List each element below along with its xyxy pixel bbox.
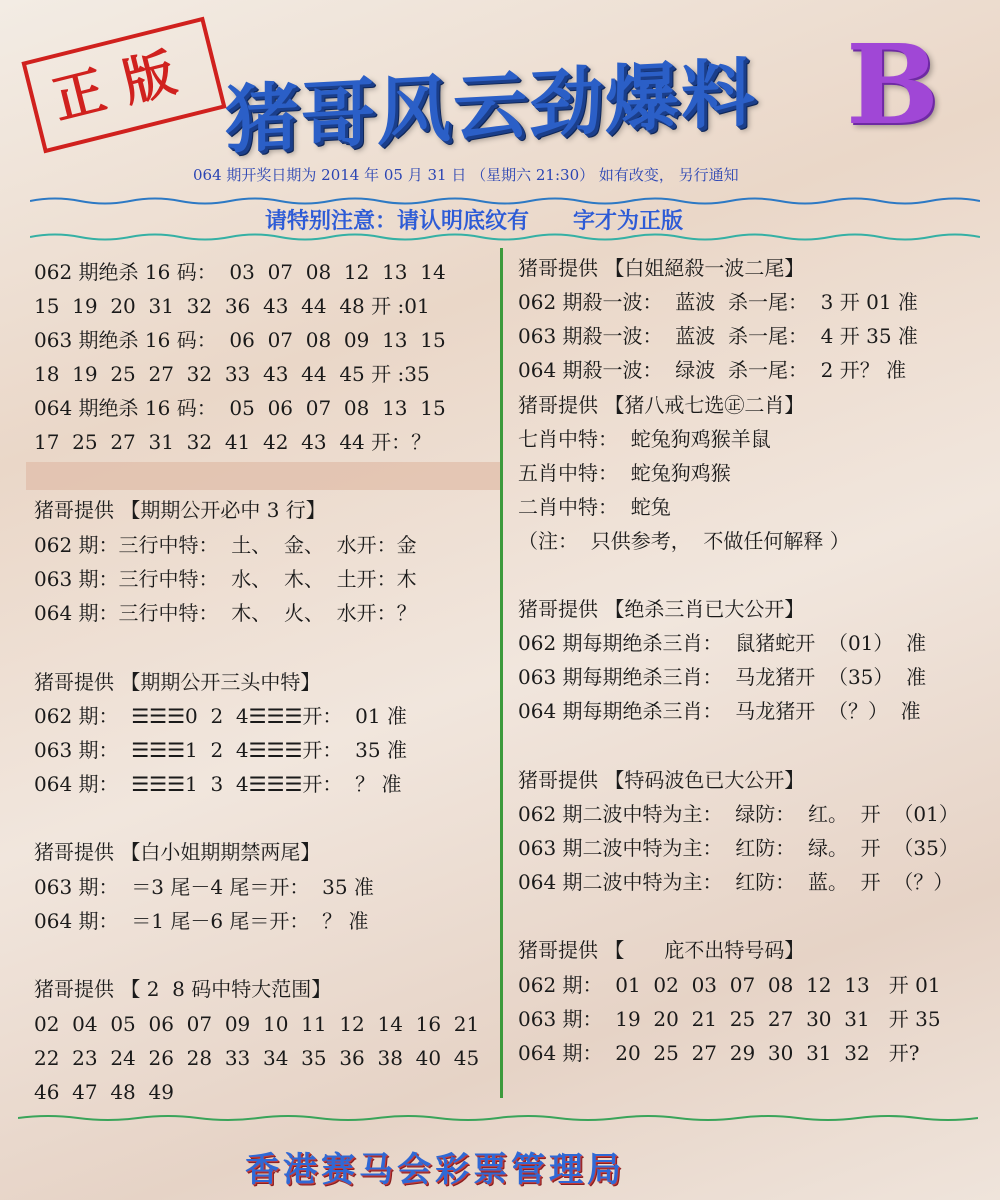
kill3-heading: 猪哥提供 【绝杀三肖已大公开】 [518, 597, 805, 621]
footer-organization: 香港赛马会彩票管理局 [245, 1150, 625, 1190]
range28-line: 02 04 05 06 07 09 10 11 12 14 16 21 [34, 1012, 480, 1036]
page-title: 猪哥风云劲爆料 [225, 50, 757, 164]
draw-notice: 064 期开奖日期为 2014 年 05 月 31 日 （星期六 21:30） 如有改变， 另行通知 [193, 166, 739, 184]
kill3-line: 062 期每期绝杀三肖： 鼠猪蛇开 （01） 准 [518, 631, 927, 655]
heads-line: 062 期： ☰☰☰0 2 4☰☰☰开： 01 准 [34, 704, 407, 728]
range28-line: 22 23 24 26 28 33 34 35 36 38 40 45 [34, 1046, 480, 1070]
tails-heading: 猪哥提供 【白小姐期期禁两尾】 [34, 840, 321, 864]
zodiac-heading: 猪哥提供 【猪八戒七选㊣二肖】 [518, 393, 805, 417]
wave-tail-line: 062 期殺一波： 蓝波 杀一尾： 3 开 01 准 [518, 290, 918, 314]
color-line: 063 期二波中特为主： 红防： 绿。 开 （35） [518, 836, 959, 860]
heads-line: 063 期： ☰☰☰1 2 4☰☰☰开： 35 准 [34, 738, 407, 762]
wave-tail-line: 064 期殺一波： 绿波 杀一尾： 2 开？ 准 [518, 358, 907, 382]
color-line: 062 期二波中特为主： 绿防： 红。 开 （01） [518, 802, 959, 826]
heads-line: 064 期： ☰☰☰1 3 4☰☰☰开： ？ 准 [34, 772, 402, 796]
kill3-line: 064 期每期绝杀三肖： 马龙猪开 （？） 准 [518, 699, 921, 723]
wave-divider-sub [30, 232, 980, 242]
kill16-line: 062 期绝杀 16 码： 03 07 08 12 13 14 [34, 260, 446, 284]
wuxing-line: 062 期：三行中特： 土、 金、 水开：金 [34, 533, 417, 557]
range28-heading: 猪哥提供 【 2 8 码中特大范围】 [34, 977, 332, 1001]
wave-tail-heading: 猪哥提供 【白姐絕殺一波二尾】 [518, 256, 805, 280]
range28-line: 46 47 48 49 [34, 1080, 174, 1104]
heads-heading: 猪哥提供 【期期公开三头中特】 [34, 670, 321, 694]
kill16-line: 064 期绝杀 16 码： 05 06 07 08 13 15 [34, 396, 446, 420]
kill3-line: 063 期每期绝杀三肖： 马龙猪开 （35） 准 [518, 665, 927, 689]
notout-line: 062 期： 01 02 03 07 08 12 13 开 01 [518, 973, 941, 997]
notout-heading: 猪哥提供 【 庇不出特号码】 [518, 938, 805, 962]
kill16-line: 15 19 20 31 32 36 43 44 48 开 :01 [34, 294, 430, 318]
zodiac-line: 二肖中特： 蛇兔 [518, 495, 671, 519]
wuxing-line: 064 期：三行中特： 木、 火、 水开：？ [34, 601, 417, 625]
notout-line: 064 期： 20 25 27 29 30 31 32 开? [518, 1041, 920, 1065]
wave-tail-line: 063 期殺一波： 蓝波 杀一尾： 4 开 35 准 [518, 324, 918, 348]
notout-line: 063 期： 19 20 21 25 27 30 31 开 35 [518, 1007, 941, 1031]
zodiac-line: 七肖中特： 蛇兔狗鸡猴羊鼠 [518, 427, 771, 451]
edition-badge: B [846, 20, 939, 149]
wuxing-line: 063 期：三行中特： 水、 木、 土开：木 [34, 567, 417, 591]
kill16-line: 063 期绝杀 16 码： 06 07 08 09 13 15 [34, 328, 446, 352]
tails-line: 064 期： ＝1 尾－6 尾＝开： ？ 准 [34, 909, 369, 933]
genuine-stamp: 正版 [21, 17, 226, 154]
blank-band [26, 462, 500, 490]
zodiac-line: 五肖中特： 蛇兔狗鸡猴 [518, 461, 731, 485]
column-divider [500, 248, 503, 1098]
authenticity-note: 请特别注意：请认明底纹有 字才为正版 [265, 209, 684, 234]
wuxing-heading: 猪哥提供 【期期公开必中 3 行】 [34, 498, 326, 522]
tails-line: 063 期： ＝3 尾－4 尾＝开： 35 准 [34, 875, 374, 899]
zodiac-note: （注： 只供参考， 不做任何解释 ） [518, 529, 850, 553]
color-heading: 猪哥提供 【特码波色已大公开】 [518, 768, 805, 792]
kill16-line: 17 25 27 31 32 41 42 43 44 开：？ [34, 430, 432, 454]
kill16-line: 18 19 25 27 32 33 43 44 45 开 :35 [34, 362, 430, 386]
wave-divider-bottom [18, 1113, 978, 1123]
color-line: 064 期二波中特为主： 红防： 蓝。 开 （？） [518, 870, 954, 894]
